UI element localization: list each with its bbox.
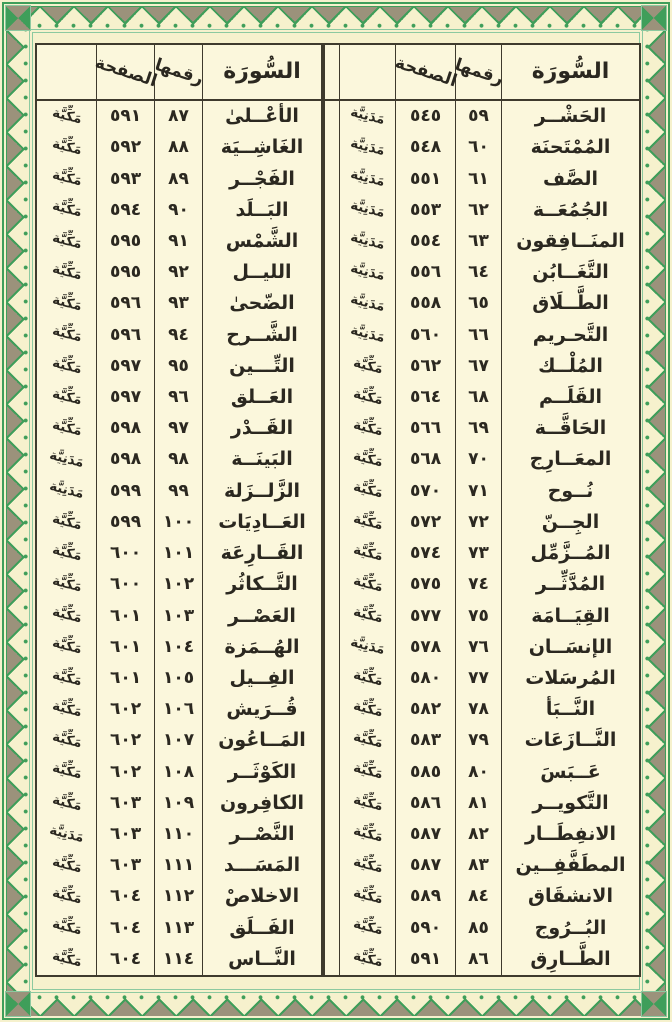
surah-number-cell: ١٠٣ [155,600,203,631]
surah-number-cell: ٦٤ [456,257,502,288]
revelation-type-cell: مَكِّيَّة [340,788,396,819]
page-number-cell: ٥٨٢ [396,694,456,725]
revelation-type-cell: مَكِّيَّة [340,444,396,475]
surah-name-cell: الشَّــرح [226,323,298,346]
surah-name-cell: المعَــارِج [529,448,612,471]
surah-number-cell: ٨٠ [456,756,502,787]
page-number-cell: ٥٩٨ [97,444,155,475]
surah-name-cell: التَّحـريم [532,323,609,346]
surah-name-cell: الجُمُعَــة [532,198,609,221]
surah-name-cell: التَّكويــر [532,791,609,814]
spacer-cell [325,944,340,975]
revelation-type-cell: مَدَنِيَّة [340,632,396,663]
revelation-type-column-header [340,45,396,101]
page-number-cell: ٥٧٠ [396,476,456,507]
surah-name-cell: المطَفَّفِــين [515,854,626,877]
page-number-cell: ٥٩٦ [97,319,155,350]
surah-number-cell: ٧١ [456,476,502,507]
surah-name-cell: القَلَــم [539,386,602,409]
surah-name-cell: الصَّف [543,167,598,190]
surah-number-cell: ٩٩ [155,476,203,507]
surah-column-header: السُّورَة [502,45,639,101]
surah-name-cell: الإنسَــان [528,635,613,658]
revelation-type-cell: مَكِّيَّة [37,101,97,132]
spacer-cell [325,694,340,725]
page-number-cell: ٥٩٧ [97,351,155,382]
revelation-type-cell: مَدَنِيَّة [340,288,396,319]
surah-number-cell: ٨٦ [456,944,502,975]
surah-name-cell: الكَوْثَــر [227,760,297,783]
revelation-type-cell: مَدَنِيَّة [340,257,396,288]
surah-name-cell: المُرسَلات [525,666,616,689]
page-number-cell: ٦٠٠ [97,538,155,569]
spacer-cell [325,163,340,194]
revelation-type-cell: مَدَنِيَّة [37,444,97,475]
revelation-type-cell: مَكِّيَّة [340,351,396,382]
page-number-cell: ٥٦٨ [396,444,456,475]
page-number-cell: ٥٧٥ [396,569,456,600]
surah-name-cell: النَّــاس [228,947,296,970]
revelation-type-cell: مَدَنِيَّة [340,195,396,226]
surah-name-cell: القَــدْر [230,417,294,440]
page-number-cell: ٦٠١ [97,663,155,694]
revelation-type-cell: مَكِّيَّة [340,913,396,944]
revelation-type-cell: مَكِّيَّة [37,507,97,538]
revelation-type-cell: مَدَنِيَّة [340,132,396,163]
surah-name-cell: المُلْــك [538,354,603,377]
number-column-header: رقمها [456,45,502,101]
page-number-cell: ٦٠٣ [97,819,155,850]
surah-number-cell: ٩١ [155,226,203,257]
surah-number-cell: ١٠٤ [155,632,203,663]
page-number-cell: ٥٩٨ [97,413,155,444]
page-number-cell: ٥٨٧ [396,850,456,881]
surah-name-cell: الفَــلَق [229,916,295,939]
revelation-type-cell: مَكِّيَّة [37,257,97,288]
surah-number-cell: ٨٨ [155,132,203,163]
ornate-border-corner [6,992,30,1016]
page-number-cell: ٥٩٦ [97,288,155,319]
surah-name-cell: النَّــبَأ [545,698,596,721]
surah-name-cell: التَّــكاثُر [226,573,298,596]
revelation-type-cell: مَكِّيَّة [37,226,97,257]
page-number-cell: ٥٤٨ [396,132,456,163]
surah-name-cell: البُــرُوج [534,916,607,939]
surah-number-cell: ١٠٩ [155,788,203,819]
surah-number-cell: ٦٣ [456,226,502,257]
revelation-type-cell: مَكِّيَّة [340,569,396,600]
page-number-cell: ٥٩٤ [97,195,155,226]
page-number-cell: ٦٠١ [97,632,155,663]
surah-number-cell: ٦٠ [456,132,502,163]
surah-name-cell: النَّــازَعَات [524,729,617,752]
surah-name-cell: الهُــمَزة [224,635,300,658]
spacer-cell [325,195,340,226]
revelation-type-cell: مَكِّيَّة [340,413,396,444]
surah-name-cell: المُمْتَحنَة [530,136,611,159]
surah-number-cell: ٨٢ [456,819,502,850]
surah-name-cell: المُدَّثِّــر [535,573,606,596]
spacer-cell [325,226,340,257]
page-number-cell: ٥٩٧ [97,382,155,413]
page-number-cell: ٥٨٩ [396,881,456,912]
revelation-type-cell: مَكِّيَّة [340,819,396,850]
surah-number-cell: ٧٢ [456,507,502,538]
revelation-type-cell: مَكِّيَّة [37,881,97,912]
revelation-type-cell: مَكِّيَّة [340,944,396,975]
revelation-type-cell: مَكِّيَّة [340,538,396,569]
surah-number-cell: ٨٤ [456,881,502,912]
page-number-cell: ٥٩١ [97,101,155,132]
revelation-type-cell: مَكِّيَّة [340,725,396,756]
revelation-type-cell: مَكِّيَّة [37,756,97,787]
spacer-column-header [325,45,340,101]
page-number-cell: ٦٠٤ [97,881,155,912]
surah-name-cell: الحَاقَّــة [534,417,607,440]
surah-name-cell: الجِــنّ [541,510,600,533]
revelation-type-cell: مَكِّيَّة [340,507,396,538]
page-number-cell: ٥٨٧ [396,819,456,850]
page-number-cell: ٦٠٢ [97,725,155,756]
surah-number-cell: ٨٥ [456,913,502,944]
revelation-type-cell: مَكِّيَّة [340,881,396,912]
surah-name-cell: الغَاشِــيَة [220,136,304,159]
revelation-type-cell: مَدَنِيَّة [37,476,97,507]
spacer-cell [325,476,340,507]
surah-name-cell: الطَّــارِق [530,947,611,970]
page-number-cell: ٥٨٠ [396,663,456,694]
ornate-border-corner [642,992,666,1016]
revelation-type-cell: مَكِّيَّة [37,913,97,944]
spacer-cell [325,413,340,444]
page-number-cell: ٦٠٠ [97,569,155,600]
revelation-type-cell: مَكِّيَّة [37,319,97,350]
page-number-cell: ٦٠٤ [97,913,155,944]
revelation-type-cell: مَكِّيَّة [37,850,97,881]
spacer-cell [325,725,340,756]
surah-name-cell: القَــارِعَة [220,542,304,565]
surah-name-cell: الضّحىٰ [229,292,295,315]
revelation-type-cell: مَكِّيَّة [37,569,97,600]
surah-name-cell: الحَشْــر [534,105,607,128]
spacer-cell [325,444,340,475]
surah-number-cell: ١٠٧ [155,725,203,756]
revelation-type-cell: مَكِّيَّة [340,476,396,507]
revelation-type-cell: مَكِّيَّة [37,351,97,382]
surah-name-cell: النَّصْــر [229,823,295,846]
page-number-cell: ٥٥٨ [396,288,456,319]
surah-number-cell: ٦٦ [456,319,502,350]
revelation-type-cell: مَكِّيَّة [37,132,97,163]
spacer-cell [325,288,340,319]
surah-name-cell: عَــبَسَ [540,760,601,783]
surah-number-cell: ١١١ [155,850,203,881]
revelation-type-cell: مَكِّيَّة [37,694,97,725]
revelation-type-cell: مَدَنِيَّة [340,319,396,350]
surah-number-cell: ٧٩ [456,725,502,756]
surah-name-cell: الزَّلــزَلة [223,479,301,502]
spacer-cell [325,663,340,694]
surah-column-header: السُّورَة [203,45,321,101]
page-number-cell: ٥٩٩ [97,507,155,538]
ornate-border-right [642,30,666,992]
surah-number-cell: ١٠٢ [155,569,203,600]
revelation-type-cell: مَكِّيَّة [37,663,97,694]
page-number-cell: ٥٥١ [396,163,456,194]
surah-number-cell: ٥٩ [456,101,502,132]
surah-name-cell: المَسَـــد [223,854,301,877]
spacer-cell [325,319,340,350]
surah-number-cell: ٩٤ [155,319,203,350]
surah-name-cell: الاخلاصْ [224,885,300,908]
page-number-cell: ٥٦٢ [396,351,456,382]
surah-name-cell: نُــوح [547,479,594,502]
surah-number-cell: ٨٩ [155,163,203,194]
surah-name-cell: قُــرَيش [226,698,298,721]
surah-number-cell: ٧٨ [456,694,502,725]
surah-name-cell: الليــل [232,261,292,284]
page-number-cell: ٥٩٣ [97,163,155,194]
surah-number-cell: ١٠٨ [155,756,203,787]
surah-number-cell: ٩٥ [155,351,203,382]
surah-name-cell: الطَّــلَاق [532,292,609,315]
page-number-cell: ٥٩٥ [97,226,155,257]
spacer-cell [325,913,340,944]
surah-number-cell: ١٠٦ [155,694,203,725]
surah-number-cell: ٧٥ [456,600,502,631]
revelation-type-cell: مَكِّيَّة [37,195,97,226]
spacer-cell [325,257,340,288]
surah-number-cell: ١١٤ [155,944,203,975]
page-number-cell: ٦٠١ [97,600,155,631]
surah-number-cell: ١٠٥ [155,663,203,694]
page-number-cell: ٥٦٠ [396,319,456,350]
revelation-type-cell: مَكِّيَّة [37,413,97,444]
revelation-type-cell: مَدَنِيَّة [340,226,396,257]
surah-name-cell: الفِــيل [229,666,295,689]
page-column-header: الصفحة [396,45,456,101]
page-number-cell: ٦٠٣ [97,850,155,881]
revelation-type-cell: مَكِّيَّة [37,725,97,756]
surah-name-cell: البَينَــة [231,448,293,471]
surah-name-cell: الفَجْــر [229,167,295,190]
surah-number-cell: ٧٠ [456,444,502,475]
revelation-type-cell: مَدَنِيَّة [340,163,396,194]
revelation-type-cell: مَكِّيَّة [37,944,97,975]
spacer-cell [325,132,340,163]
spacer-cell [325,788,340,819]
surah-number-cell: ٩٨ [155,444,203,475]
revelation-type-cell: مَكِّيَّة [340,850,396,881]
surah-number-cell: ٩٠ [155,195,203,226]
surah-name-cell: العَصْــر [228,604,296,627]
surah-number-cell: ٨١ [456,788,502,819]
revelation-type-cell: مَكِّيَّة [340,694,396,725]
surah-number-cell: ١١٠ [155,819,203,850]
spacer-cell [325,756,340,787]
surah-number-cell: ٦٢ [456,195,502,226]
surah-name-cell: العَــلق [230,386,294,409]
revelation-type-cell: مَكِّيَّة [37,632,97,663]
page-number-cell: ٥٨٣ [396,725,456,756]
surah-number-cell: ٨٣ [456,850,502,881]
surah-name-cell: التَّغَــابُن [532,261,609,284]
surah-number-cell: ٧٧ [456,663,502,694]
revelation-type-cell: مَكِّيَّة [37,538,97,569]
page-number-cell: ٦٠٤ [97,944,155,975]
page-number-cell: ٥٩٩ [97,476,155,507]
page-number-cell: ٥٩٥ [97,257,155,288]
page-number-cell: ٥٧٤ [396,538,456,569]
surah-number-cell: ٩٢ [155,257,203,288]
page-number-cell: ٥٥٦ [396,257,456,288]
revelation-type-cell: مَكِّيَّة [37,382,97,413]
surah-number-cell: ٦١ [456,163,502,194]
page-number-cell: ٥٨٦ [396,788,456,819]
spacer-cell [325,632,340,663]
spacer-cell [325,101,340,132]
spacer-cell [325,600,340,631]
page-number-cell: ٥٩١ [396,944,456,975]
surah-number-cell: ١١٢ [155,881,203,912]
revelation-type-cell: مَكِّيَّة [37,288,97,319]
page-number-cell: ٥٦٦ [396,413,456,444]
surah-name-cell: الانفِطَــار [524,823,617,846]
page-number-cell: ٥٦٤ [396,382,456,413]
spacer-cell [325,881,340,912]
surah-name-cell: التِّـــين [229,354,295,377]
surah-number-cell: ٧٣ [456,538,502,569]
spacer-cell [325,382,340,413]
revelation-type-cell: مَكِّيَّة [340,756,396,787]
revelation-type-cell: مَكِّيَّة [340,663,396,694]
surah-name-cell: القِيَــامَة [531,604,610,627]
ornate-border-corner [6,6,30,30]
spacer-cell [325,507,340,538]
surah-name-cell: المَــاعُون [218,729,306,752]
page-number-cell: ٥٥٣ [396,195,456,226]
surah-name-cell: العَــادِيَات [218,510,306,533]
surah-number-cell: ٦٩ [456,413,502,444]
surah-number-cell: ٩٧ [155,413,203,444]
revelation-type-cell: مَكِّيَّة [340,600,396,631]
revelation-type-column-header [37,45,97,101]
surah-name-cell: الأعْــلىٰ [225,105,299,128]
spacer-cell [325,850,340,881]
page-number-cell: ٦٠٢ [97,756,155,787]
spacer-cell [325,538,340,569]
revelation-type-cell: مَكِّيَّة [340,382,396,413]
spacer-cell [325,569,340,600]
page-number-cell: ٥٧٧ [396,600,456,631]
surah-number-cell: ٦٥ [456,288,502,319]
surah-number-cell: ٦٧ [456,351,502,382]
page-number-cell: ٦٠٣ [97,788,155,819]
surah-index-table-left [35,43,323,977]
revelation-type-cell: مَكِّيَّة [37,163,97,194]
number-column-header: رقمها [155,45,203,101]
revelation-type-cell: مَدَنِيَّة [340,101,396,132]
surah-number-cell: ١٠٠ [155,507,203,538]
spacer-cell [325,819,340,850]
page-number-cell: ٦٠٢ [97,694,155,725]
surah-number-cell: ٦٨ [456,382,502,413]
surah-number-cell: ١١٣ [155,913,203,944]
ornate-border-left [6,30,30,992]
ornate-border-bottom [6,992,666,1016]
page-number-cell: ٥٤٥ [396,101,456,132]
page-column-header: الصفحة [97,45,155,101]
surah-number-cell: ٧٤ [456,569,502,600]
ornate-border-top [6,6,666,30]
surah-name-cell: الكافِرون [219,791,305,814]
surah-number-cell: ١٠١ [155,538,203,569]
page-number-cell: ٥٨٥ [396,756,456,787]
page-number-cell: ٥٥٤ [396,226,456,257]
ornate-border-corner [642,6,666,30]
spacer-cell [325,351,340,382]
page-number-cell: ٥٩٢ [97,132,155,163]
surah-name-cell: المنَــافِقون [516,229,625,252]
surah-number-cell: ٩٦ [155,382,203,413]
surah-name-cell: البَــلَد [235,198,289,221]
surah-number-cell: ٧٦ [456,632,502,663]
surah-name-cell: الانشقَاق [528,885,613,908]
revelation-type-cell: مَدَنِيَّة [37,819,97,850]
surah-number-cell: ٩٣ [155,288,203,319]
revelation-type-cell: مَكِّيَّة [37,600,97,631]
page-number-cell: ٥٧٨ [396,632,456,663]
surah-name-cell: المُــزَّمِّل [530,542,611,565]
surah-name-cell: الشَّمْس [225,229,299,252]
surah-number-cell: ٨٧ [155,101,203,132]
page-number-cell: ٥٧٢ [396,507,456,538]
surah-index-table-right [323,43,641,977]
page-number-cell: ٥٩٠ [396,913,456,944]
revelation-type-cell: مَكِّيَّة [37,788,97,819]
